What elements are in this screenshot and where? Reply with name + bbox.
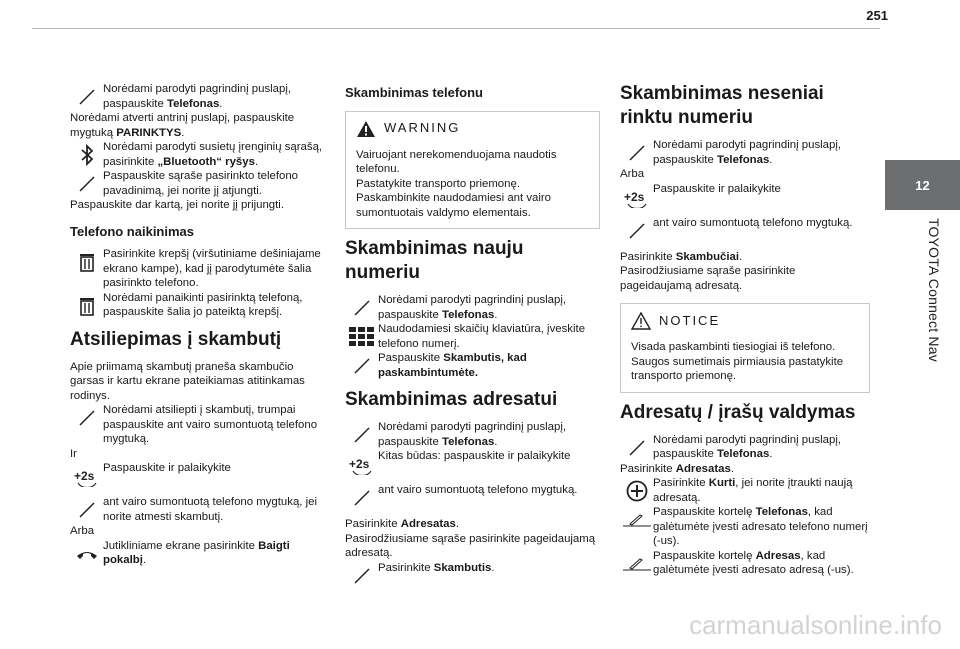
instruction-row <box>70 169 325 198</box>
instruction-row <box>620 182 870 210</box>
instruction-text: Norėdami parodyti pagrindinį puslapį, paspauskite Telefonas. <box>378 294 567 321</box>
instruction-text: Pasirinkite Skambutis. <box>378 561 495 574</box>
hold-two-seconds-icon <box>620 182 653 210</box>
pen-icon <box>70 495 103 523</box>
instruction-row <box>620 138 870 167</box>
section-heading: Skambinimas telefonu <box>345 85 483 100</box>
instruction-row <box>620 505 870 549</box>
instruction-row <box>70 461 325 489</box>
pen-icon <box>620 138 653 166</box>
hold-two-seconds-icon <box>345 449 378 477</box>
svg-text:+2s: +2s <box>348 457 369 471</box>
instruction-row <box>620 216 870 244</box>
section-title: Skambinimas nauju numeriu <box>345 238 524 283</box>
section-title: Atsiliepimas į skambutį <box>70 328 282 350</box>
bluetooth-icon <box>70 140 103 168</box>
section-title: Skambinimas neseniai rinktu numeriu <box>620 83 824 128</box>
instruction-text: Norėdami parodyti susietų įrenginių sąrašą, pasirinkite „Bluetooth“ ryšys. <box>103 141 323 168</box>
pen-icon <box>345 483 378 511</box>
warning-header <box>356 120 589 138</box>
edit-field-icon <box>620 549 653 577</box>
section-title: Skambinimas adresatui <box>345 389 558 410</box>
instruction-row <box>345 293 600 322</box>
instruction-text: Norėdami parodyti pagrindinį puslapį, paspauskite Telefonas. <box>103 83 292 110</box>
instruction-text: Paspauskite ir palaikykite <box>103 462 231 474</box>
instruction-row <box>620 549 870 578</box>
instruction-row <box>70 247 325 291</box>
instruction-text: Paspauskite Skambutis, kad paskambintumėte. <box>378 352 527 379</box>
instruction-text: Pasirinkite krepšį (viršutiniame dešiniajame ekrano kampe), kad jį parodytumėte šalia pasirinkto telefono. <box>103 248 321 289</box>
paragraph: Pasirinkite Adresatas. <box>620 462 734 475</box>
notice-text: Visada paskambinti tiesiogiai iš telefono. Saugos sumetimais pirmiausia pastatykite transporto priemonę. <box>631 341 844 382</box>
chapter-tab[interactable]: 12 <box>885 160 960 210</box>
instruction-row <box>345 351 600 380</box>
instruction-text: Kitas būdas: paspauskite ir palaikykite <box>378 450 571 462</box>
pen-icon <box>620 216 653 244</box>
edit-field-icon <box>620 505 653 533</box>
pen-icon <box>345 420 378 448</box>
instruction-text: Norėdami parodyti pagrindinį puslapį, paspauskite Telefonas. <box>378 421 567 448</box>
instruction-text: Naudodamiesi skaičių klaviatūra, įveskite telefono numerį. <box>378 323 586 350</box>
warning-title: WARNING <box>384 120 461 136</box>
notice-box <box>620 303 870 393</box>
instruction-text: Pasirinkite Kurti, jei norite įtraukti naują adresatą. <box>653 477 853 504</box>
pen-icon <box>345 293 378 321</box>
column-2 <box>345 86 600 589</box>
hold-two-seconds-icon <box>70 461 103 489</box>
instruction-text: ant vairo sumontuotą telefono mygtuką. <box>653 216 853 229</box>
instruction-row <box>620 476 870 505</box>
instruction-row <box>70 291 325 320</box>
paragraph: Pasirinkite Adresatas. <box>345 518 459 530</box>
pen-icon <box>345 561 378 589</box>
paragraph: Pasirodžiusiame sąraše pasirinkite pageidaujamą adresatą. <box>345 532 596 559</box>
paragraph: Arba <box>70 525 95 537</box>
trash-icon <box>70 247 103 275</box>
instruction-text: Norėdami panaikinti pasirinktą telefoną, paspauskite šalia jo pateiktą krepšį. <box>103 291 303 318</box>
paragraph: Ir <box>70 447 77 460</box>
svg-text:+2s: +2s <box>73 469 94 483</box>
header-rule <box>32 28 880 29</box>
instruction-text: Paspauskite ir palaikykite <box>653 182 781 195</box>
instruction-text: ant vairo sumontuotą telefono mygtuką, jei norite atmesti skambutį. <box>103 496 318 523</box>
paragraph: Pasirodžiusiame sąraše pasirinkite pageidaujamą adresatą. <box>620 265 796 292</box>
instruction-row <box>70 82 325 111</box>
instruction-text: Norėdami parodyti pagrindinį puslapį, paspauskite Telefonas. <box>653 433 842 460</box>
pen-icon <box>70 403 103 431</box>
pen-icon <box>70 169 103 197</box>
instruction-row <box>345 322 600 351</box>
notice-title: NOTICE <box>659 312 721 328</box>
instruction-text: ant vairo sumontuotą telefono mygtuką. <box>378 484 578 496</box>
instruction-text: Paspauskite kortelę Adresas, kad galėtumėte įvesti adresato adresą (-us). <box>653 549 854 576</box>
pen-icon <box>620 433 653 461</box>
instruction-text: Norėdami parodyti pagrindinį puslapį, paspauskite Telefonas. <box>653 139 842 166</box>
paragraph: Norėdami atverti antrinį puslapį, paspauskite mygtuką PARINKTYS. <box>70 112 295 139</box>
watermark: carmanualsonline.info <box>689 610 942 640</box>
section-title: Adresatų / įrašų valdymas <box>620 401 856 423</box>
section-heading: Telefono naikinimas <box>70 223 195 239</box>
paragraph: Arba <box>620 168 645 180</box>
add-circle-icon <box>620 476 653 504</box>
instruction-row <box>345 420 600 449</box>
pen-icon <box>70 82 103 110</box>
instruction-row <box>70 495 325 524</box>
paragraph: Apie priimamą skambutį praneša skambučio garsas ir kartu ekrane pateikiamas atitinkamas rodinys. <box>70 360 305 402</box>
chapter-label: TOYOTA Connect Nav <box>926 218 942 362</box>
keypad-icon <box>345 322 378 350</box>
instruction-row <box>345 483 600 511</box>
instruction-text: Paspauskite sąraše pasirinkto telefono pavadinimą, jei norite jį atjungti. <box>103 170 299 197</box>
instruction-text: Jutikliniame ekrane pasirinkite Baigti pokalbį. <box>103 539 290 566</box>
hang-up-icon <box>70 539 103 567</box>
svg-text:+2s: +2s <box>623 189 644 204</box>
notice-icon <box>631 312 651 330</box>
instruction-row <box>620 433 870 462</box>
trash-icon <box>70 291 103 319</box>
paragraph: Paspauskite dar kartą, jei norite jį prijungti. <box>70 199 284 211</box>
instruction-row <box>70 403 325 447</box>
column-1 <box>70 82 325 568</box>
warning-text: Vairuojant nerekomenduojama naudotis telefonu. Pastatykite transporto priemonę. Paskambinkite naudodamiesi ant vairo sumontuotais valdymo elementais. <box>356 148 557 219</box>
instruction-text: Norėdami atsiliepti į skambutį, trumpai paspauskite ant vairo sumontuotą telefono mygtuką. <box>103 404 318 445</box>
paragraph: Pasirinkite Skambučiai. <box>620 250 743 263</box>
instruction-row <box>345 449 600 477</box>
instruction-row <box>70 539 325 568</box>
instruction-text: Paspauskite kortelę Telefonas, kad galėtumėte įvesti adresato telefono numerį (-us). <box>653 506 868 547</box>
pen-icon <box>345 351 378 379</box>
column-3 <box>620 82 870 578</box>
notice-header <box>631 312 859 330</box>
warning-icon <box>356 120 376 138</box>
warning-box <box>345 111 600 230</box>
instruction-row <box>70 140 325 169</box>
page-number: 251 <box>866 8 888 23</box>
instruction-row <box>345 561 600 589</box>
